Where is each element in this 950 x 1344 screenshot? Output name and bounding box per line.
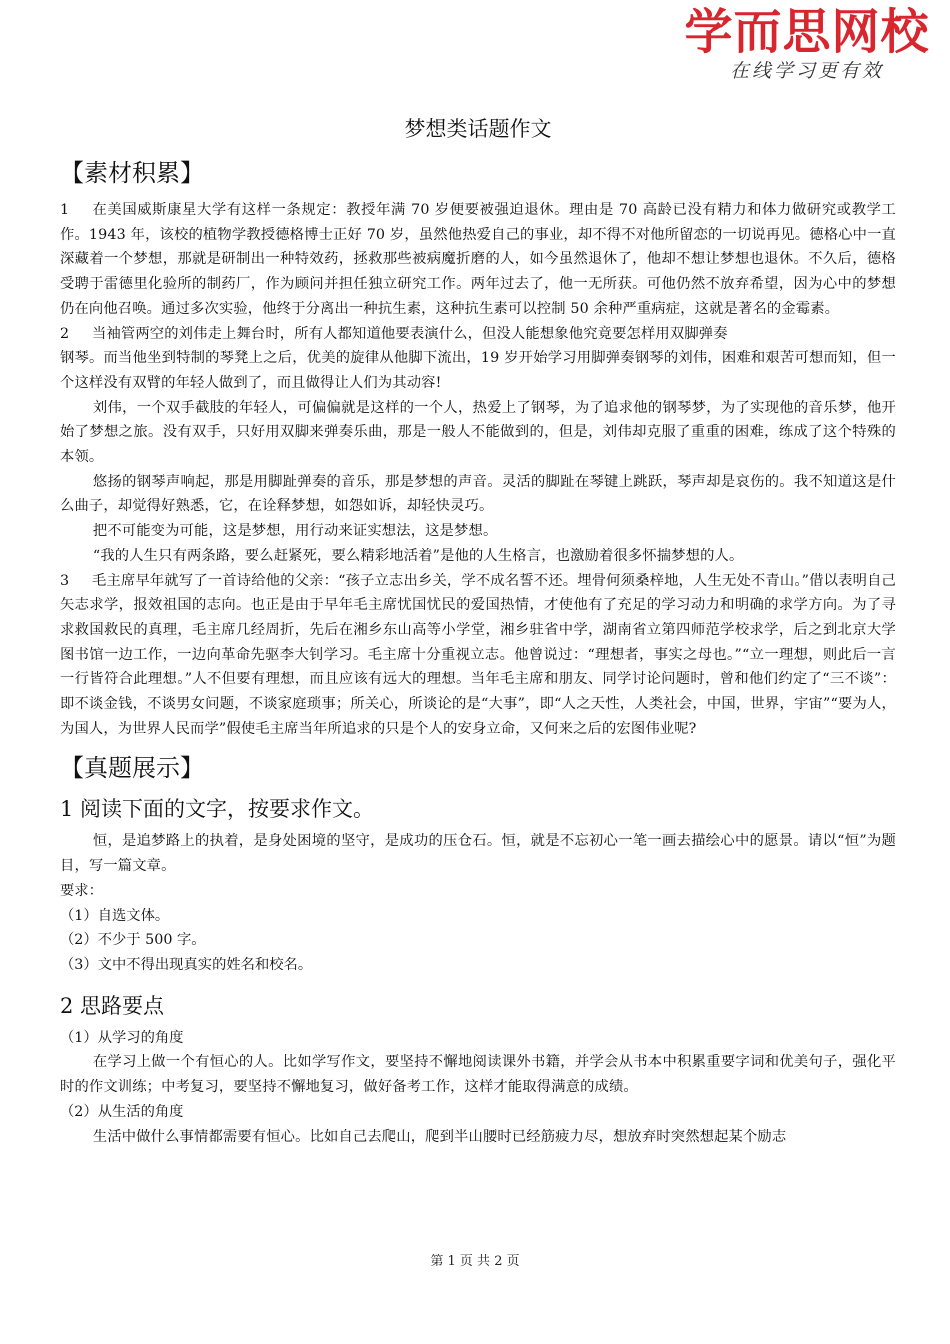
material-item-2-paragraph: “我的人生只有两条路，要么赶紧死，要么精彩地活着”是他的人生格言，也激励着很多怀揣梦想的人。 [92, 547, 744, 564]
logo-slogan: 在线学习更有效 [729, 60, 884, 82]
document-body [60, 114, 896, 1149]
section-materials-heading: 【素材积累】 [60, 159, 204, 187]
angle-heading: （2）从生活的角度 [60, 1103, 184, 1120]
angle-text: 在学习上做一个有恒心的人。比如学写作文，要坚持不懈地阅读课外书籍，并学会从书本中积累重要字词和优美句子，强化平时的作文训练；中考复习，要坚持不懈地复习，做好备考工作，这样才能取得满意的成绩。 [60, 1054, 896, 1096]
question-1-title: 1 阅读下面的文字，按要求作文。 [60, 797, 375, 822]
material-item-2-paragraph: 刘伟，一个双手截肢的年轻人，可偏偏就是这样的一个人，热爱上了钢琴，为了追求他的钢琴梦，为了实现他的音乐梦，他开始了梦想之旅。没有双手，只好用双脚来弹奏乐曲，那是一般人不能做到的，但是，刘伟却克服了重重的困难，练成了这个特殊的本领。 [60, 399, 896, 466]
material-item-2-paragraph: 悠扬的钢琴声响起，那是用脚趾弹奏的音乐，那是梦想的声音。灵活的脚趾在琴键上跳跃，琴声却是哀伤的。我不知道这是什么曲子，却觉得好熟悉，它，在诠释梦想，如怨如诉，却轻快灵巧。 [60, 473, 896, 515]
requirement-item: （3）文中不得出现真实的姓名和校名。 [60, 956, 313, 973]
question-1-prompt: 恒，是追梦路上的执着，是身处困境的坚守，是成功的压仓石。恒，就是不忘初心一笔一画去描绘心中的愿景。请以“恒”为题目，写一篇文章。 [60, 833, 896, 875]
requirement-item: （1）自选文体。 [60, 907, 170, 924]
section-exam-heading: 【真题展示】 [60, 754, 204, 783]
item-text: 在美国威斯康星大学有这样一条规定：教授年满 70 岁便要被强迫退休。理由是 70 高龄已没有精力和体力做研究或教学工作。1943 年，该校的植物学教授德格博士正好 70 岁，虽然他热爱自己的事业，却不得不对他所留恋的一切说再见。德格心中一直深藏着一个梦想，那就是研制出一种特效药，拯救那些被病魔折磨的人，如今虽然退休了，他却不想让梦想也退休。不久后，德格受聘于雷德里化验所的制药厂，作为顾问并担任独立研究工作。两年过去了，他一无所获。可他仍然不放弃希望，因为心中的梦想仍在向他召唤。通过多次实验，他终于分离出一种抗生素，这种抗生素可以控制 50 余种严重病症，这就是著名的金霉素。 [60, 202, 896, 317]
angle-text: 生活中做什么事情都需要有恒心。比如自己去爬山，爬到半山腰时已经筋疲力尽，想放弃时突然想起某个励志 [92, 1128, 787, 1145]
page-footer: 第 1 页 共 2 页 [430, 1254, 520, 1269]
item-text: 毛主席早年就写了一首诗给他的父亲：“孩子立志出乡关，学不成名誓不还。埋骨何须桑梓地，人生无处不青山。”借以表明自己矢志求学，报效祖国的志向。也正是由于早年毛主席忧国忧民的爱国热情，才使他有了充足的学习动力和明确的求学方向。为了寻求救国救民的真理，毛主席几经周折，先后在湘乡东山高等小学堂，湘乡驻省中学，湖南省立第四师范学校求学，后之到北京大学图书馆一边工作，一边向革命先驱李大钊学习。毛主席十分重视立志。他曾说过：“理想者，事实之母也。”“立一理想，则此后一言一行皆符合此理想。”人不但要有理想，而且应该有远大的理想。当年毛主席和朋友、同学讨论问题时，曾和他们约定了“三不谈”：即不谈金钱，不谈男女问题，不谈家庭琐事；所关心，所谈论的是“大事”，即“人之天性，人类社会，中国，世界，宇宙”“要为人，为国人，为世界人民而学”假使毛主席当年所追求的只是个人的安身立命，又何来之后的宏图伟业呢? [60, 572, 896, 737]
item-number: 2 [60, 325, 70, 342]
requirements-label: 要求： [60, 882, 103, 899]
item-text: 当袖管两空的刘伟走上舞台时，所有人都知道他要表演什么，但没人能想象他究竟要怎样用双脚弹奏 [92, 325, 728, 342]
page-title: 梦想类话题作文 [404, 117, 552, 141]
brand-logo [676, 4, 938, 84]
logo-wordmark: 学而思网校 [684, 4, 930, 60]
material-item-1 [60, 198, 896, 322]
item-number: 3 [60, 572, 70, 589]
material-item-2-paragraph: 把不可能变为可能，这是梦想，用行动来证实想法，这是梦想。 [92, 523, 498, 540]
item-number: 1 [60, 202, 70, 218]
question-2-title: 2 思路要点 [60, 993, 165, 1018]
material-item-2 [60, 322, 896, 347]
material-item-3 [60, 569, 896, 742]
requirement-item: （2）不少于 500 字。 [60, 932, 206, 949]
angle-heading: （1）从学习的角度 [60, 1029, 184, 1046]
material-item-2-cont: 钢琴。而当他坐到特制的琴凳上之后，优美的旋律从他脚下流出，19 岁开始学习用脚弹奏钢琴的刘伟，困难和艰苦可想而知，但一个这样没有双臂的年轻人做到了，而且做得让人们为其动容! [60, 350, 896, 391]
